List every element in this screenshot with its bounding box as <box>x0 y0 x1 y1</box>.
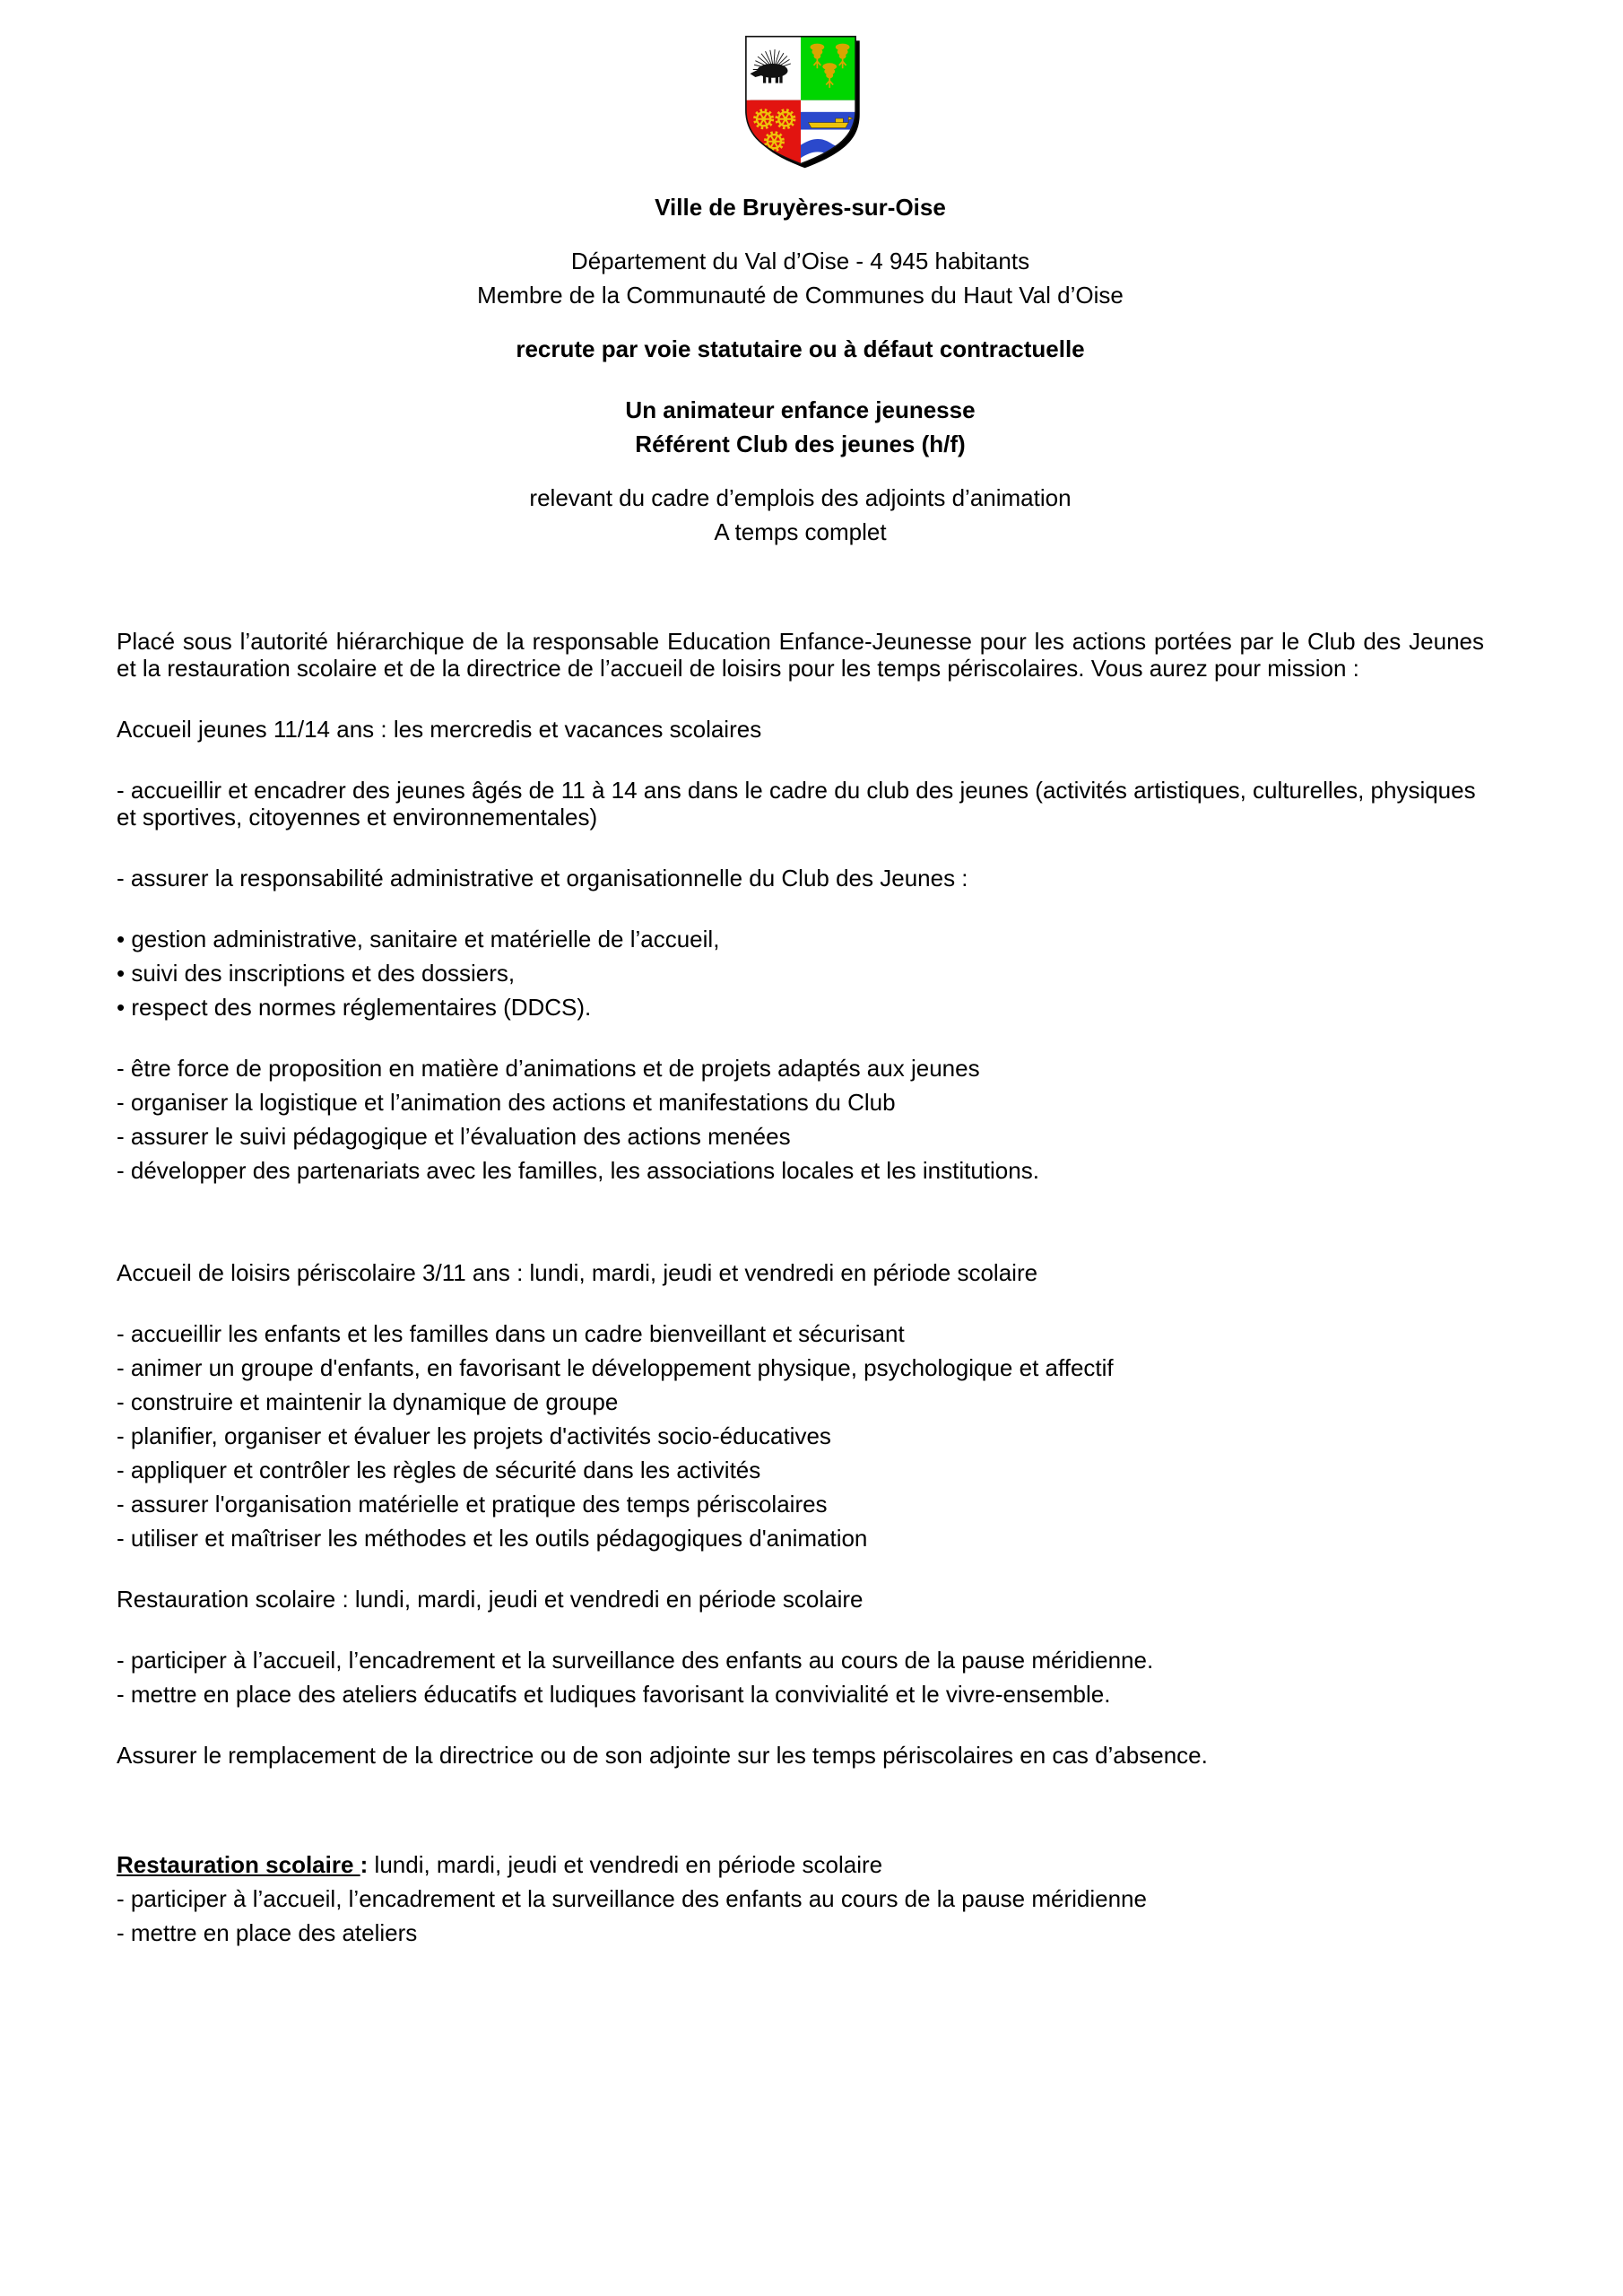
dash-item: - animer un groupe d'enfants, en favorisant le développement physique, psychologique et affectif <box>117 1354 1114 1381</box>
dash-item: - participer à l’accueil, l’encadrement et la surveillance des enfants au cours de la pause méridienne. <box>117 1647 1154 1674</box>
intro-paragraph: Placé sous l’autorité hiérarchique de la responsable Education Enfance-Jeunesse pour les actions portées par le Club des Jeunes et la restauration scolaire et de la directrice de l’accueil de loisirs pour les temps périscolaires. Vous aurez pour mission : <box>117 628 1484 682</box>
section-periscolaire-heading: Accueil de loisirs périscolaire 3/11 ans : lundi, mardi, jeudi et vendredi en période scolaire <box>117 1259 1038 1286</box>
spacer <box>117 838 1484 865</box>
spacer <box>117 552 1484 628</box>
grade-line-1: relevant du cadre d’emplois des adjoints d’animation <box>529 484 1072 511</box>
spacer <box>117 1620 1484 1647</box>
dash-item: - développer des partenariats avec les familles, les associations locales et les institutions. <box>117 1157 1039 1184</box>
city-crest-icon <box>739 30 863 172</box>
section-periscolaire-list <box>117 1320 1484 1552</box>
spacer <box>117 689 1484 716</box>
section-jeunes-item: - accueillir et encadrer des jeunes âgés de 11 à 14 ans dans le cadre du club des jeunes (activités artistiques, culturelles, physiques et sportives, citoyennes et environnementales) <box>117 777 1476 831</box>
dash-item: - participer à l’accueil, l’encadrement et la surveillance des enfants au cours de la pause méridienne <box>117 1885 1147 1912</box>
dash-item: - organiser la logistique et l’animation des actions et manifestations du Club <box>117 1089 896 1116</box>
bullet-item: • suivi des inscriptions et des dossiers, <box>117 960 516 987</box>
restauration2-heading-underlined: Restauration scolaire <box>117 1851 360 1878</box>
city-title: Ville de Bruyères-sur-Oise <box>655 194 946 221</box>
spacer <box>117 899 1484 926</box>
dash-item: - accueillir les enfants et les familles dans un cadre bienveillant et sécurisant <box>117 1320 905 1347</box>
dash-item: - construire et maintenir la dynamique de groupe <box>117 1388 619 1415</box>
section-restauration2-list <box>117 1885 1484 1946</box>
city-crest <box>117 30 1484 178</box>
dash-item: - mettre en place des ateliers éducatifs et ludiques favorisant la convivialité et le vivre-ensemble. <box>117 1681 1111 1708</box>
spacer <box>117 750 1484 777</box>
restauration2-heading-rest: lundi, mardi, jeudi et vendredi en période scolaire <box>368 1851 883 1878</box>
section-restauration-list <box>117 1647 1484 1708</box>
section-restauration-heading: Restauration scolaire : lundi, mardi, jeudi et vendredi en période scolaire <box>117 1586 864 1613</box>
dash-item: - appliquer et contrôler les règles de sécurité dans les activités <box>117 1457 761 1483</box>
spacer <box>117 316 1484 335</box>
dash-item: - mettre en place des ateliers <box>117 1919 418 1946</box>
section-jeunes-bullet-list <box>117 926 1484 1021</box>
spacer <box>117 465 1484 484</box>
dash-item: - assurer le suivi pédagogique et l’évaluation des actions menées <box>117 1123 791 1150</box>
spacer <box>117 1715 1484 1742</box>
dash-item: - planifier, organiser et évaluer les projets d'activités socio-éducatives <box>117 1422 831 1449</box>
spacer <box>117 1776 1484 1851</box>
section-jeunes-dash-list <box>117 1055 1484 1184</box>
grade-line-2: A temps complet <box>714 518 887 545</box>
restauration2-heading-colon: : <box>360 1851 369 1878</box>
spacer <box>117 1028 1484 1055</box>
community-line: Membre de la Communauté de Communes du Haut Val d’Oise <box>477 282 1124 309</box>
section-jeunes-heading: Accueil jeunes 11/14 ans : les mercredis et vacances scolaires <box>117 716 762 743</box>
spacer <box>117 1191 1484 1259</box>
position-line-2: Référent Club des jeunes (h/f) <box>635 430 966 457</box>
section-jeunes-item: - assurer la responsabilité administrative et organisationnelle du Club des Jeunes : <box>117 865 968 891</box>
position-line-1: Un animateur enfance jeunesse <box>625 396 976 423</box>
spacer <box>117 228 1484 248</box>
spacer <box>117 1559 1484 1586</box>
dash-item: - être force de proposition en matière d’animations et de projets adaptés aux jeunes <box>117 1055 980 1082</box>
recruit-line: recrute par voie statutaire ou à défaut contractuelle <box>516 335 1085 362</box>
replacement-note: Assurer le remplacement de la directrice ou de son adjointe sur les temps périscolaires en cas d’absence. <box>117 1742 1208 1769</box>
spacer <box>117 370 1484 396</box>
dash-item: - utiliser et maîtriser les méthodes et les outils pédagogiques d'animation <box>117 1525 868 1552</box>
bullet-item: • gestion administrative, sanitaire et matérielle de l’accueil, <box>117 926 720 952</box>
bullet-item: • respect des normes réglementaires (DDCS). <box>117 994 592 1021</box>
section-restauration2-heading <box>117 1851 1484 1878</box>
dash-item: - assurer l'organisation matérielle et pratique des temps périscolaires <box>117 1491 828 1518</box>
department-line: Département du Val d’Oise - 4 945 habitants <box>570 248 1030 274</box>
spacer <box>117 1293 1484 1320</box>
